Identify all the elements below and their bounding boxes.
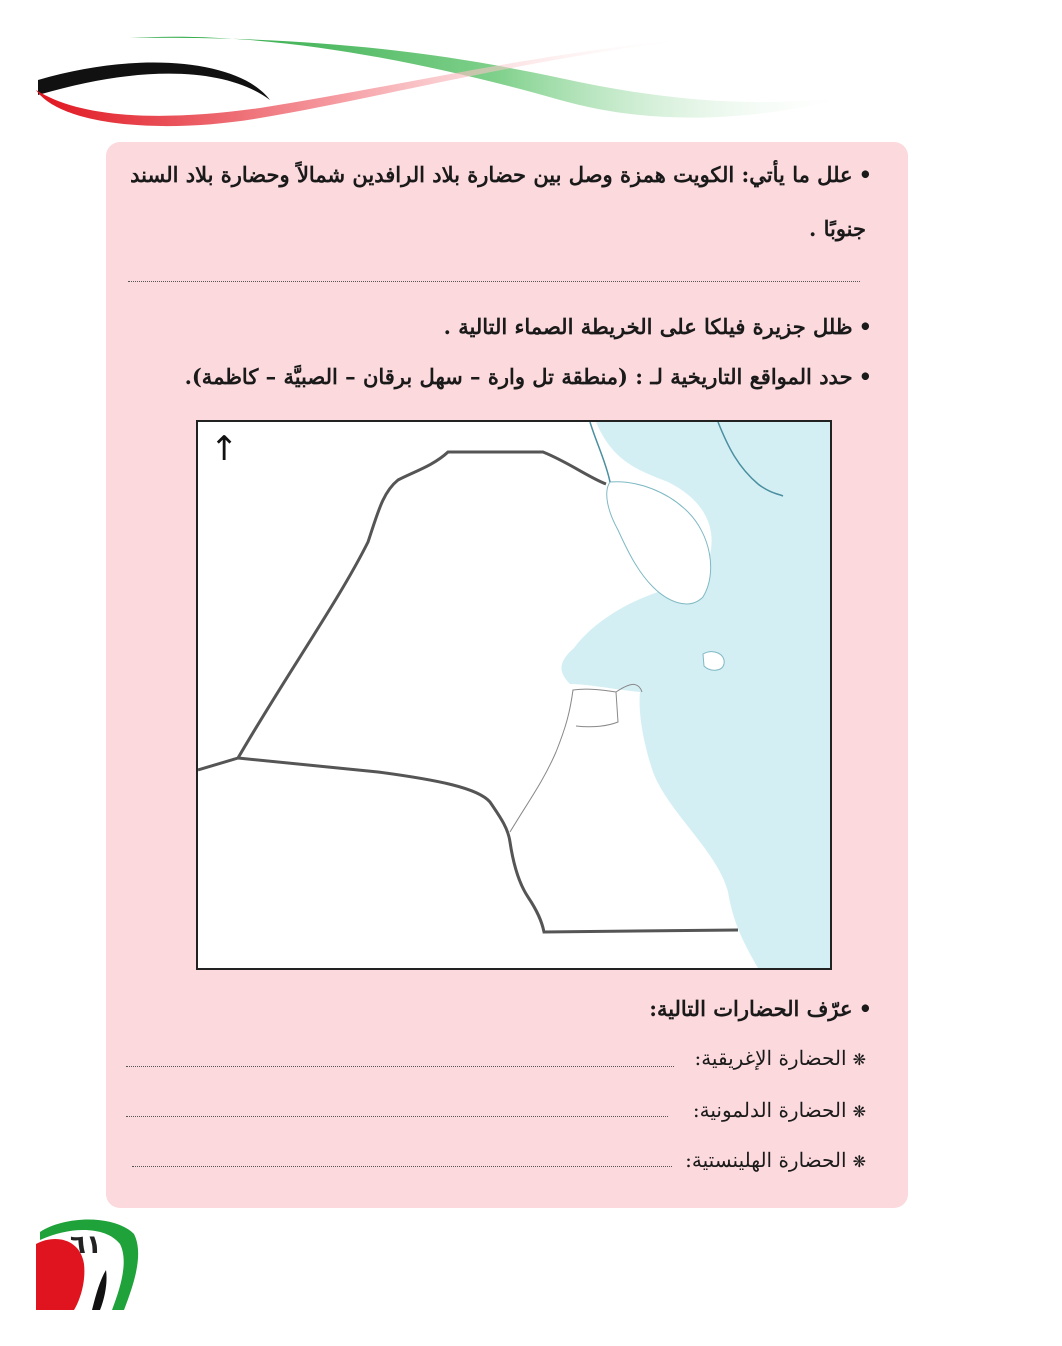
north-arrow-icon: ↑ (210, 429, 239, 469)
question-4-text: عرّف الحضارات التالية: (649, 996, 853, 1021)
question-1-text: علل ما يأتي: الكويت همزة وصل بين حضارة بلاد الرافدين شمالاً وحضارة بلاد السند (130, 162, 853, 187)
kuwait-blank-map[interactable] (196, 420, 832, 970)
sea-area (561, 422, 830, 968)
question-3 (185, 364, 872, 389)
star-icon: ❋ (852, 1050, 866, 1069)
flag-ribbon-decoration (0, 0, 1062, 140)
bullet: • (858, 162, 872, 187)
question-2-text: ظلل جزيرة فيلكا على الخريطة الصماء التالية . (443, 314, 853, 339)
definition-hellenistic (685, 1148, 866, 1172)
question-4 (649, 996, 872, 1021)
map-drawing (198, 422, 830, 968)
bullet: • (858, 996, 872, 1021)
answer-line-1[interactable] (128, 281, 860, 282)
page-corner-decoration (34, 1214, 144, 1314)
definition-label: الحضارة الإغريقية: (694, 1046, 847, 1070)
question-1-line-1 (130, 162, 872, 187)
definition-label: الحضارة الهلينستية: (685, 1148, 847, 1172)
island-failaka (703, 652, 724, 671)
star-icon: ❋ (852, 1102, 866, 1121)
question-3-text: حدد المواقع التاريخية لـ : (منطقة تل وارة – سهل برقان – الصبيَّة – كاظمة). (184, 364, 853, 389)
question-2 (444, 314, 872, 339)
definition-dilmun (693, 1098, 866, 1122)
definition-label: الحضارة الدلمونية: (692, 1098, 847, 1122)
bullet: • (858, 364, 872, 389)
question-1-line-2: جنوبًا . (808, 216, 866, 241)
page-number: ٦١ (70, 1230, 102, 1260)
definition-greek (694, 1046, 866, 1070)
answer-line-hellenistic[interactable] (132, 1166, 672, 1167)
answer-line-greek[interactable] (126, 1066, 674, 1067)
answer-line-dilmun[interactable] (126, 1116, 668, 1117)
star-icon: ❋ (852, 1152, 866, 1171)
bullet: • (858, 314, 872, 339)
